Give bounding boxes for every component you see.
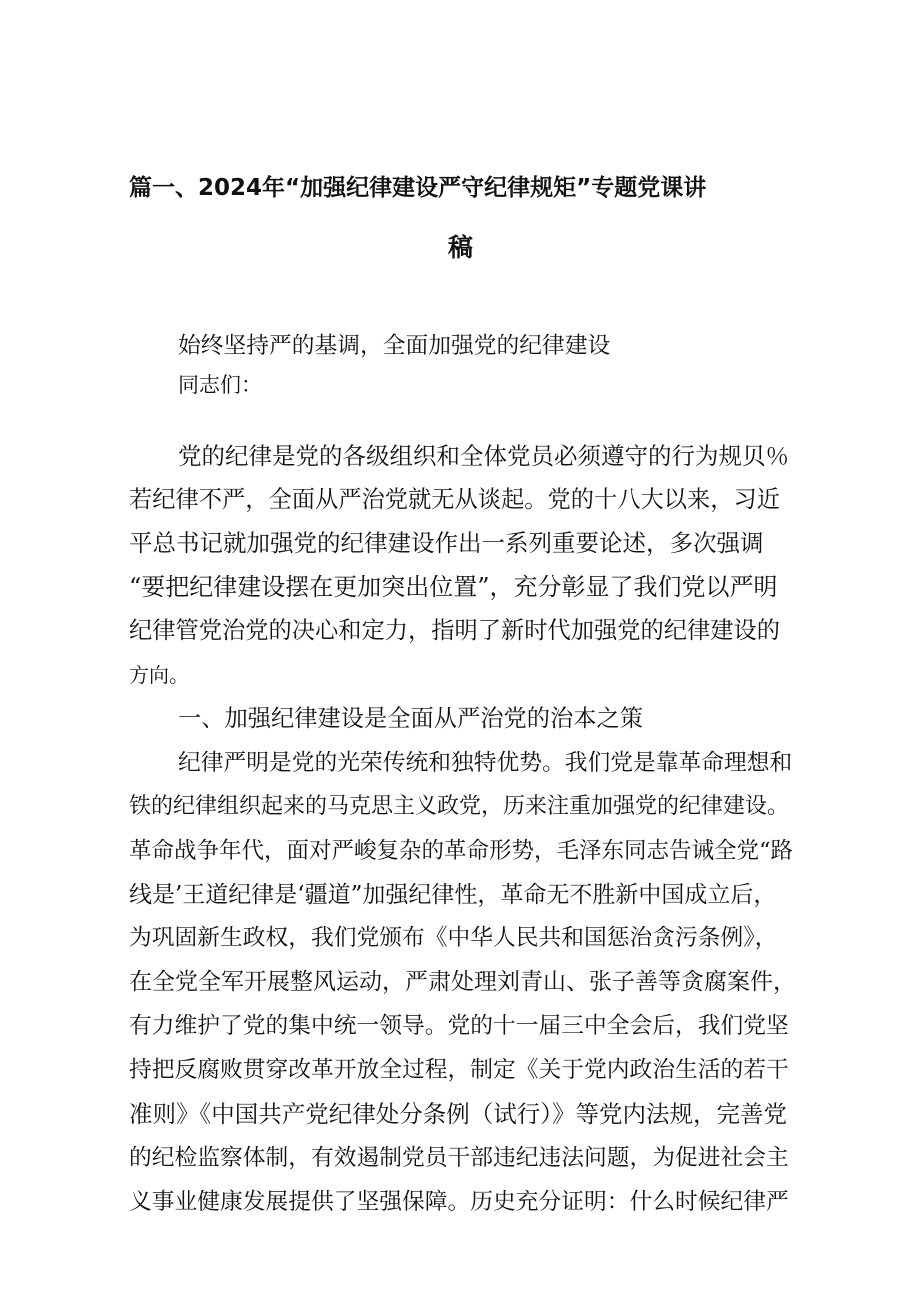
paragraph-line: 纪律管党治党的决心和定力，指明了新时代加强党的纪律建设的: [129, 617, 781, 644]
paragraph-line: 线是’王道纪律是‘疆道”加强纪律性，革命无不胜新中国成立后，: [129, 882, 777, 908]
paragraph-line: 为巩固新生政权，我们党颁布《中华人民共和国惩治贪污条例》，: [129, 925, 778, 951]
section-heading: 一、加强纪律建设是全面从严治党的治本之策: [178, 705, 644, 732]
paragraph-line: 在全党全军开展整风运动，严肃处理刘青山、张子善等贪腐案件，: [129, 969, 796, 995]
paragraph-line: “要把纪律建设摆在更加突出位置”，充分彰显了我们党以严明: [129, 573, 778, 601]
paragraph-line: 平总书记就加强党的纪律建设作出一系列重要论述，多次强调: [129, 529, 764, 557]
document-subtitle: 始终坚持严的基调，全面加强党的纪律建设: [178, 333, 611, 359]
paragraph-line: 纪律严明是党的光荣传统和独特优势。我们党是靠革命理想和: [178, 750, 793, 776]
paragraph-line: 若纪律不严，全面从严治党就无从谈起。党的十八大以来，习近: [129, 486, 781, 513]
paragraph-line: 持把反腐败贯穿改革开放全过程，制定《关于党内政治生活的若干: [129, 1057, 789, 1083]
paragraph-line: 义事业健康发展提供了坚强保障。历史充分证明：什么时候纪律严: [129, 1189, 789, 1215]
paragraph-line: 革命战争年代，面对严峻复杂的革命形势，毛泽东同志告诫全党“路: [129, 838, 794, 864]
paragraph-line: 铁的纪律组织起来的马克思主义政党，历来注重加强党的纪律建设。: [129, 794, 790, 819]
paragraph-line: 有力维护了党的集中统一领导。党的十一届三中全会后，我们党坚: [129, 1013, 789, 1039]
salutation: 同志们：: [178, 373, 262, 397]
document-title-line-2: 稿: [448, 233, 474, 262]
paragraph-line: 准则》《中国共产党纪律处分条例（试行）》等党内法规，完善党: [129, 1100, 787, 1128]
paragraph-line: 的纪检监察体制，有效遏制党员干部违纪违法问题，为促进社会主: [129, 1145, 789, 1171]
paragraph-line: 党的纪律是党的各级组织和全体党员必须遵守的行为规贝％: [178, 442, 789, 470]
paragraph-line: 方向。: [129, 663, 189, 687]
document-title-line-1: 篇一、2024年“加强纪律建设严守纪律规矩”专题党课讲: [129, 175, 707, 201]
